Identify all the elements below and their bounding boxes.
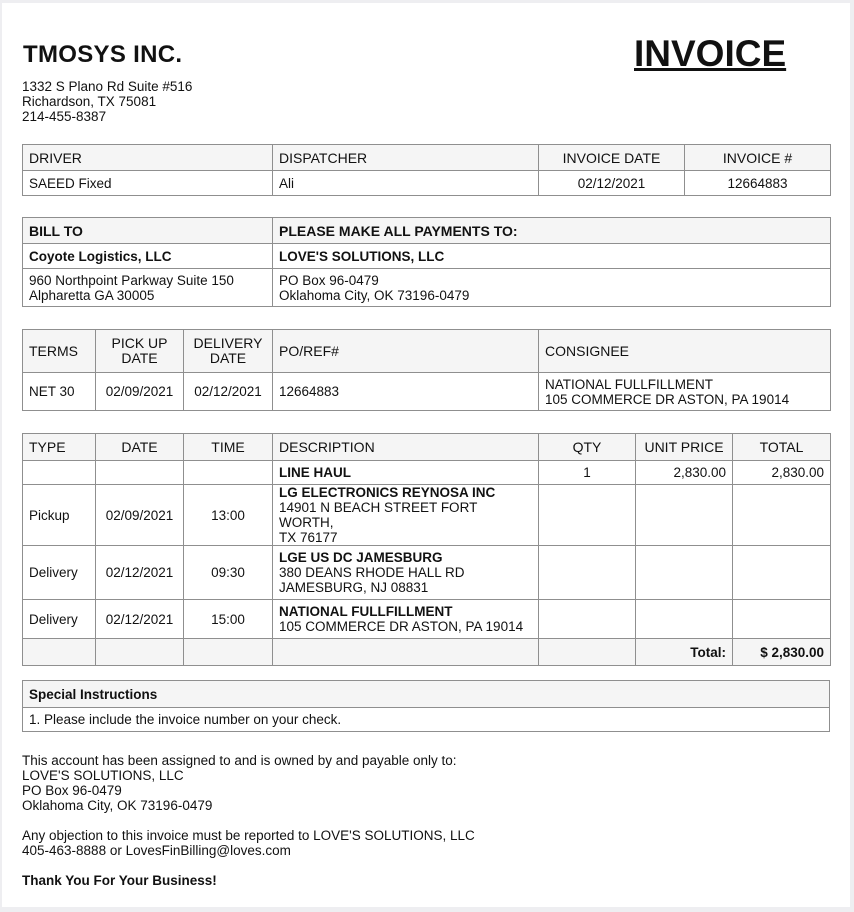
- stop-type: Delivery: [23, 600, 96, 639]
- total-cell: [733, 546, 831, 600]
- terms-table: [22, 329, 831, 411]
- table-row: [23, 485, 831, 546]
- consignee-header: CONSIGNEE: [539, 330, 831, 373]
- terms-value: NET 30: [23, 373, 96, 411]
- invoice-title: INVOICE: [634, 33, 787, 74]
- driver-header: DRIVER: [23, 145, 273, 171]
- bill-to-name: Coyote Logistics, LLC: [23, 244, 273, 269]
- stop-address-line2: JAMESBURG, NJ 08831: [279, 580, 429, 595]
- qty-cell: [539, 546, 636, 600]
- special-instructions-header: Special Instructions: [23, 681, 830, 708]
- table-row: [23, 600, 831, 639]
- objection-notice: [22, 828, 475, 858]
- stop-date: 02/12/2021: [96, 546, 184, 600]
- stop-name: LG ELECTRONICS REYNOSA INC: [279, 485, 496, 500]
- thank-you-note: Thank You For Your Business!: [22, 873, 217, 888]
- unit-price-cell: [636, 546, 733, 600]
- company-address-line1: 1332 S Plano Rd Suite #516: [22, 79, 193, 94]
- invoice-date-header: INVOICE DATE: [539, 145, 685, 171]
- assignee-address-line2: Oklahoma City, OK 73196-0479: [22, 798, 213, 813]
- line-haul-unit-price: 2,830.00: [636, 461, 733, 485]
- stop-type: Pickup: [23, 485, 96, 546]
- company-address: [22, 79, 192, 124]
- pay-to-address-line1: PO Box 96-0479: [279, 272, 379, 288]
- special-instructions-text: 1. Please include the invoice number on your check.: [23, 708, 830, 732]
- qty-cell: [539, 600, 636, 639]
- total-row: [23, 639, 831, 666]
- stop-time: 15:00: [184, 600, 273, 639]
- stop-description: [273, 600, 539, 639]
- empty-cell: [96, 639, 184, 666]
- line-haul-description: LINE HAUL: [273, 461, 539, 485]
- dispatcher-value: Ali: [273, 171, 539, 196]
- total-cell: [733, 485, 831, 546]
- bill-to-table: [22, 217, 831, 307]
- company-name: TMOSYS INC.: [23, 41, 183, 68]
- pay-to-name: LOVE'S SOLUTIONS, LLC: [273, 244, 831, 269]
- empty-cell: [539, 639, 636, 666]
- stop-time: 13:00: [184, 485, 273, 546]
- total-header: TOTAL: [733, 434, 831, 461]
- stop-description: [273, 546, 539, 600]
- delivery-date-value: 02/12/2021: [184, 373, 273, 411]
- po-ref-header: PO/REF#: [273, 330, 539, 373]
- invoice-number-value: 12664883: [685, 171, 831, 196]
- bill-to-address: [23, 269, 273, 307]
- company-phone: 214-455-8387: [22, 109, 107, 124]
- stop-time: 09:30: [184, 546, 273, 600]
- contact-line: 405-463-8888 or LovesFinBilling@loves.com: [22, 843, 291, 858]
- stop-type: Delivery: [23, 546, 96, 600]
- stop-date: 02/09/2021: [96, 485, 184, 546]
- assignment-notice: [22, 753, 457, 813]
- delivery-date-header-line2: DATE: [209, 350, 247, 366]
- pay-to-header: PLEASE MAKE ALL PAYMENTS TO:: [273, 218, 831, 244]
- po-ref-value: 12664883: [273, 373, 539, 411]
- dispatcher-header: DISPATCHER: [273, 145, 539, 171]
- table-row: [23, 461, 831, 485]
- pay-to-address-line2: Oklahoma City, OK 73196-0479: [279, 287, 470, 303]
- consignee-value: [539, 373, 831, 411]
- invoice-number-header: INVOICE #: [685, 145, 831, 171]
- line-haul-qty: 1: [539, 461, 636, 485]
- total-cell: [733, 600, 831, 639]
- type-cell: [23, 461, 96, 485]
- stop-address-line1: 380 DEANS RHODE HALL RD: [279, 565, 465, 580]
- pickup-date-header-line1: PICK UP: [111, 335, 168, 351]
- stop-address-line2: TX 76177: [279, 530, 338, 545]
- time-cell: [184, 461, 273, 485]
- assignment-line: This account has been assigned to and is owned by and payable only to:: [22, 753, 457, 768]
- objection-line: Any objection to this invoice must be reported to LOVE'S SOLUTIONS, LLC: [22, 828, 475, 843]
- line-haul-total: 2,830.00: [733, 461, 831, 485]
- stop-name: LGE US DC JAMESBURG: [279, 550, 443, 565]
- unit-price-cell: [636, 600, 733, 639]
- total-value: $ 2,830.00: [733, 639, 831, 666]
- driver-table: [22, 144, 831, 196]
- consignee-line1: NATIONAL FULLFILLMENT: [545, 376, 714, 392]
- delivery-date-header-line1: DELIVERY: [193, 335, 263, 351]
- special-instructions-table: [22, 680, 830, 732]
- delivery-date-header: [184, 330, 273, 373]
- company-address-line2: Richardson, TX 75081: [22, 94, 157, 109]
- pay-to-address: [273, 269, 831, 307]
- pickup-date-header: [96, 330, 184, 373]
- stop-address-line1: 14901 N BEACH STREET FORT WORTH,: [279, 500, 478, 530]
- invoice-date-value: 02/12/2021: [539, 171, 685, 196]
- consignee-line2: 105 COMMERCE DR ASTON, PA 19014: [545, 391, 790, 407]
- stop-description: [273, 485, 539, 546]
- assignee-address-line1: PO Box 96-0479: [22, 783, 122, 798]
- description-header: DESCRIPTION: [273, 434, 539, 461]
- invoice-page: [2, 3, 850, 907]
- table-row: [23, 546, 831, 600]
- time-header: TIME: [184, 434, 273, 461]
- bill-to-address-line1: 960 Northpoint Parkway Suite 150: [29, 272, 234, 288]
- line-items-table: [22, 433, 831, 666]
- bill-to-header: BILL TO: [23, 218, 273, 244]
- bill-to-address-line2: Alpharetta GA 30005: [29, 287, 155, 303]
- qty-header: QTY: [539, 434, 636, 461]
- qty-cell: [539, 485, 636, 546]
- stop-name: NATIONAL FULLFILLMENT: [279, 604, 453, 619]
- unit-price-cell: [636, 485, 733, 546]
- stop-address-line1: 105 COMMERCE DR ASTON, PA 19014: [279, 619, 524, 634]
- total-label: Total:: [636, 639, 733, 666]
- driver-value: SAEED Fixed: [23, 171, 273, 196]
- empty-cell: [23, 639, 96, 666]
- date-header: DATE: [96, 434, 184, 461]
- empty-cell: [273, 639, 539, 666]
- pickup-date-value: 02/09/2021: [96, 373, 184, 411]
- date-cell: [96, 461, 184, 485]
- unit-price-header: UNIT PRICE: [636, 434, 733, 461]
- type-header: TYPE: [23, 434, 96, 461]
- terms-header: TERMS: [23, 330, 96, 373]
- pickup-date-header-line2: DATE: [121, 350, 158, 366]
- stop-date: 02/12/2021: [96, 600, 184, 639]
- assignee-name: LOVE'S SOLUTIONS, LLC: [22, 768, 184, 783]
- empty-cell: [184, 639, 273, 666]
